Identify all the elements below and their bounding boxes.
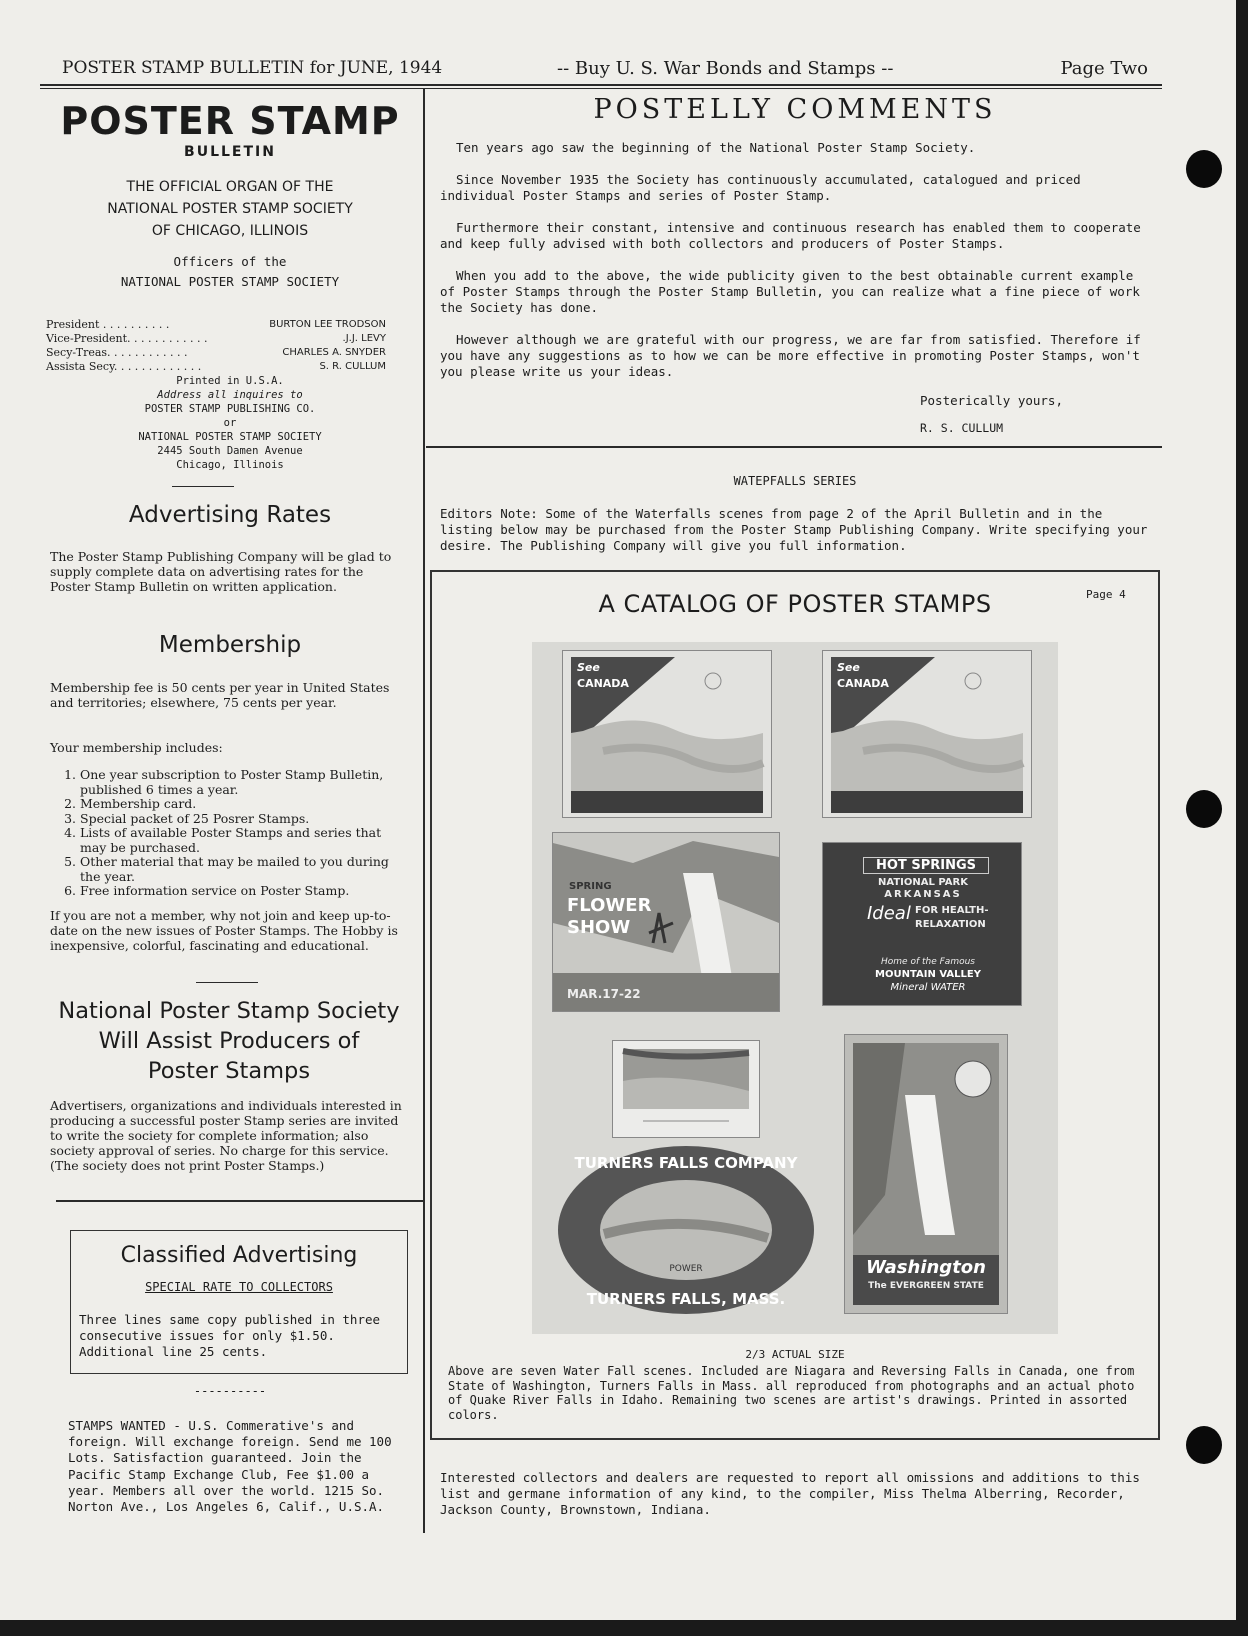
classified-box: [70, 1230, 408, 1374]
address-line: Address all inquires to: [157, 389, 303, 401]
idaho-photo-art: [613, 1041, 759, 1137]
assist-heading-line-3: Poster Stamps: [147, 1058, 311, 1084]
stamp-turners-falls: [554, 1142, 818, 1318]
stamp-turners-bottom-label: TURNERS FALLS, MASS.: [586, 1290, 786, 1308]
stamp-power-label: POWER: [669, 1264, 703, 1274]
stamp-washington: [844, 1034, 1008, 1314]
officer-role: Assista Secy. . . . . . . . . . . . .: [46, 360, 202, 373]
header-left: POSTER STAMP BULLETIN for JUNE, 1944: [62, 58, 443, 78]
stamp-date-label: MAR.17-22: [567, 987, 641, 1001]
officer-role: Vice-President. . . . . . . . . . . .: [46, 332, 208, 345]
assist-heading: [34, 996, 424, 1086]
header-rule-thin: [40, 88, 1162, 89]
stamp-canada-1: [562, 650, 772, 818]
officer-row: [46, 318, 386, 332]
membership-item: 6. Free information service on Poster Stamp.: [80, 884, 404, 899]
officer-name: S. R. CULLUM: [319, 361, 386, 372]
masthead-subtitle: BULLETIN: [184, 144, 276, 160]
postelly-signature: R. S. CULLUM: [920, 421, 1004, 435]
stamp-spring-label: SPRING: [569, 881, 612, 892]
organ-line-1: THE OFFICIAL ORGAN OF THE: [126, 179, 334, 195]
membership-item: 4. Lists of available Poster Stamps and series that may be purchased.: [80, 826, 404, 855]
catalog-caption: Above are seven Water Fall scenes. Included are Niagara and Reversing Falls in Canada, one from State of Washington, Turners Falls in Mass. all reproduced from photographs and an actual photo of Quake River Falls in Idaho. Remaining two scenes are artist's drawings. Printed in assorted colors.: [448, 1364, 1135, 1422]
waterfalls-note: Editors Note: Some of the Waterfalls scenes from page 2 of the April Bulletin and in the listing below may be purchased from the Poster Stamp Publishing Company. Write specifying your desire. The Publishing Company will give you full information.: [440, 506, 1148, 553]
officer-name: BURTON LEE TRODSON: [269, 319, 386, 330]
officer-role: President . . . . . . . . . .: [46, 318, 170, 331]
stamp-flower-label: FLOWER: [567, 895, 652, 916]
catalog-page-number: Page 4: [1086, 588, 1126, 601]
punch-hole-bottom: [1186, 1426, 1222, 1464]
stamp-relaxation-label: RELAXATION: [915, 919, 986, 930]
postelly-signoff: Posterically yours,: [920, 393, 1063, 408]
stamp-health-label: FOR HEALTH-: [915, 905, 989, 916]
or-line: or: [223, 417, 237, 429]
membership-fee: Membership fee is 50 cents per year in United States and territories; elsewhere, 75 cents per year.: [50, 680, 390, 710]
stamp-see-label: See: [837, 661, 860, 674]
officers-list: [46, 318, 386, 374]
catalog-title: A CATALOG OF POSTER STAMPS: [598, 590, 992, 618]
classified-divider: ----------: [193, 1384, 267, 1398]
stamp-evergreen-label: The EVERGREEN STATE: [868, 1281, 984, 1291]
membership-includes: Your membership includes:: [50, 740, 223, 755]
stamp-arkansas-label: ARKANSAS: [884, 889, 962, 900]
stamp-turners-top-label: TURNERS FALLS COMPANY: [574, 1154, 798, 1172]
column-divider: [423, 88, 425, 1533]
advertising-body: The Poster Stamp Publishing Company will be glad to supply complete data on advertising rates for the Poster Stamp Bulletin on written application.: [50, 549, 392, 594]
postelly-heading: POSTELLY COMMENTS: [593, 94, 997, 125]
section-rule: [426, 446, 1162, 448]
publisher-block: [40, 374, 420, 472]
officer-name: .J.J. LEVY: [342, 333, 386, 344]
stamp-mineral-water-label: Mineral WATER: [890, 982, 966, 993]
postelly-paragraph: Furthermore their constant, intensive and continuous research has enabled them to cooperate and keep fully advised with both collectors and producers of Poster Stamps.: [440, 220, 1141, 251]
page-header: [62, 58, 1148, 84]
officers-heading-2: NATIONAL POSTER STAMP SOCIETY: [120, 274, 340, 289]
stamp-canada-label: CANADA: [837, 677, 889, 690]
stamp-canada-label: CANADA: [577, 677, 629, 690]
stamp-plate: [532, 642, 1058, 1334]
advertising-heading: Advertising Rates: [128, 502, 332, 528]
postelly-paragraph: When you add to the above, the wide publicity given to the best obtainable current example of Poster Stamps through the Poster Stamp Bulletin, you can realize what a fine piece of work the Society has done.: [440, 268, 1140, 315]
society-name: NATIONAL POSTER STAMP SOCIETY: [138, 431, 322, 443]
organ-line-2: NATIONAL POSTER STAMP SOCIETY: [107, 201, 353, 217]
assist-heading-line-1: National Poster Stamp Society: [58, 998, 400, 1024]
stamp-idaho-photo: [612, 1040, 760, 1138]
membership-closing: If you are not a member, why not join and keep up-to-date on the new issues of Poster Stamps. The Hobby is inexpensive, colorful, fascinating and educational.: [50, 908, 398, 953]
postelly-paragraph: Since November 1935 the Society has continuously accumulated, catalogued and priced individual Poster Stamps and series of Poster Stamp.: [440, 172, 1081, 203]
stamps-wanted-ad: STAMPS WANTED - U.S. Commerative's and foreign. Will exchange foreign. Send me 100 Lots. Satisfaction guaranteed. Join the Pacific Stamp Exchange Club, Fee $1.00 a year. Members all over the world. 1215 So. Norton Ave., Los Angeles 6, Calif., U.S.A.: [68, 1418, 392, 1515]
classified-body: Three lines same copy published in three consecutive issues for only $1.50. Additional line 25 cents.: [79, 1312, 381, 1359]
postelly-body: [440, 140, 1150, 386]
canada-stamp-art: [823, 651, 1031, 817]
membership-item: 3. Special packet of 25 Posrer Stamps.: [80, 812, 404, 827]
punch-hole-top: [1186, 150, 1222, 188]
stamp-hot-springs-label: HOT SPRINGS: [863, 857, 989, 874]
stamp-flower-show: [552, 832, 780, 1012]
short-divider: [196, 982, 258, 983]
header-rule: [40, 84, 1162, 86]
masthead-title: POSTER STAMP: [60, 99, 400, 143]
stamp-washington-label: Washington: [866, 1257, 986, 1278]
officer-row: [46, 346, 386, 360]
assist-heading-line-2: Will Assist Producers of: [98, 1028, 360, 1054]
waterfalls-heading: WATEPFALLS SERIES: [733, 474, 857, 488]
footer-note: Interested collectors and dealers are requested to report all omissions and additions to this list and germane information of any kind, to the compiler, Miss Thelma Alberring, Recorder, Jackson County, Brownstown, Indiana.: [440, 1470, 1140, 1517]
stamp-canada-2: [822, 650, 1032, 818]
postelly-paragraph: Ten years ago saw the beginning of the National Poster Stamp Society.: [456, 140, 976, 155]
printed-line: Printed in U.S.A.: [176, 375, 284, 387]
stamp-ideal-label: Ideal: [867, 903, 911, 924]
classified-subheading: SPECIAL RATE TO COLLECTORS: [145, 1280, 333, 1294]
section-rule: [56, 1200, 424, 1202]
membership-item: 5. Other material that may be mailed to you during the year.: [80, 855, 404, 884]
header-center: -- Buy U. S. War Bonds and Stamps --: [557, 58, 894, 79]
officer-row: [46, 360, 386, 374]
assist-body: Advertisers, organizations and individuals interested in producing a successful poster Stamp series are invited to write the society for complete information; also society approval of series. No charge for this service. (The society does not print Poster Stamps.): [50, 1098, 402, 1173]
membership-list: [50, 768, 404, 899]
header-right: Page Two: [1060, 58, 1148, 79]
canada-stamp-art: [563, 651, 771, 817]
city-address: Chicago, Illinois: [176, 459, 284, 471]
officer-role: Secy-Treas. . . . . . . . . . . .: [46, 346, 188, 359]
short-divider: [172, 486, 234, 487]
stamp-mountain-valley-label: MOUNTAIN VALLEY: [875, 969, 981, 980]
masthead: [40, 100, 420, 292]
punch-hole-middle: [1186, 790, 1222, 828]
stamp-see-label: See: [577, 661, 600, 674]
stamp-national-park-label: NATIONAL PARK: [878, 877, 968, 888]
membership-item: 1. One year subscription to Poster Stamp Bulletin, published 6 times a year.: [80, 768, 404, 797]
publisher-name: POSTER STAMP PUBLISHING CO.: [144, 403, 316, 415]
catalog-box: [430, 570, 1160, 1440]
postelly-paragraph: However although we are grateful with our progress, we are far from satisfied. Therefore if you have any suggestions as to how we can be more effective in promoting Poster Stamps, won't you please write us your ideas.: [440, 332, 1141, 379]
stamp-hot-springs: [822, 842, 1022, 1006]
classified-heading: Classified Advertising: [120, 1243, 358, 1268]
stamp-home-label: Home of the Famous: [881, 957, 975, 967]
street-address: 2445 South Damen Avenue: [157, 445, 303, 457]
membership-item: 2. Membership card.: [80, 797, 404, 812]
officer-name: CHARLES A. SNYDER: [282, 347, 386, 358]
catalog-size-caption: 2/3 ACTUAL SIZE: [745, 1348, 845, 1361]
officers-heading-1: Officers of the: [173, 254, 287, 269]
membership-heading: Membership: [158, 632, 302, 658]
organ-line-3: OF CHICAGO, ILLINOIS: [151, 223, 309, 239]
stamp-show-label: SHOW: [567, 917, 631, 938]
officer-row: [46, 332, 386, 346]
